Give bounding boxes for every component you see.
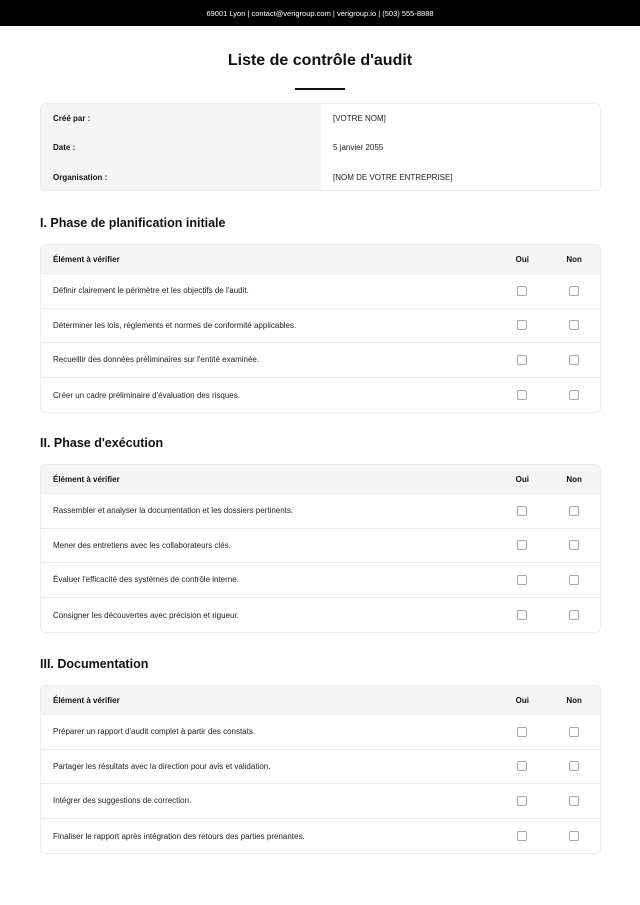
table-header xyxy=(41,245,600,274)
table-header xyxy=(41,686,600,715)
no-checkbox[interactable] xyxy=(569,286,579,296)
table-row xyxy=(41,274,600,309)
yes-checkbox[interactable] xyxy=(517,761,527,771)
value-created-by: [VOTRE NOM] xyxy=(333,114,386,124)
item-text: Mener des entretiens avec les collaborateurs clés. xyxy=(53,540,231,550)
yes-checkbox[interactable] xyxy=(517,575,527,585)
yes-checkbox[interactable] xyxy=(517,540,527,550)
contact-line: 69001 Lyon | contact@verigroup.com | verigroup.io | (503) 555-8888 xyxy=(206,8,434,18)
yes-checkbox[interactable] xyxy=(517,610,527,620)
checklist-table-documentation xyxy=(40,685,601,854)
header-item: Élément à vérifier xyxy=(53,254,120,264)
no-checkbox[interactable] xyxy=(569,540,579,550)
header-no: Non xyxy=(566,695,582,705)
header-no: Non xyxy=(566,254,582,264)
yes-checkbox[interactable] xyxy=(517,390,527,400)
header-yes: Oui xyxy=(515,695,529,705)
item-text: Recueillir des données préliminaires sur l'entité examinée. xyxy=(53,355,260,365)
no-checkbox[interactable] xyxy=(569,796,579,806)
section-title-execution: II. Phase d'exécution xyxy=(40,436,164,450)
no-checkbox[interactable] xyxy=(569,761,579,771)
item-text: Définir clairement le périmètre et les objectifs de l'audit. xyxy=(53,286,249,296)
item-text: Intégrer des suggestions de correction. xyxy=(53,796,192,806)
table-row xyxy=(41,378,600,413)
table-row xyxy=(41,343,600,378)
yes-checkbox[interactable] xyxy=(517,320,527,330)
item-text: Préparer un rapport d'audit complet à partir des constats. xyxy=(53,727,256,737)
checklist-table-execution xyxy=(40,464,601,633)
label-created-by: Créé par : xyxy=(53,114,91,124)
table-row xyxy=(41,529,600,564)
info-card xyxy=(40,103,601,191)
label-date: Date : xyxy=(53,143,76,153)
header-yes: Oui xyxy=(515,474,529,484)
table-row xyxy=(41,819,600,854)
no-checkbox[interactable] xyxy=(569,506,579,516)
section-title-documentation: III. Documentation xyxy=(40,657,149,671)
table-row xyxy=(41,750,600,785)
no-checkbox[interactable] xyxy=(569,831,579,841)
no-checkbox[interactable] xyxy=(569,390,579,400)
table-row xyxy=(41,309,600,344)
yes-checkbox[interactable] xyxy=(517,727,527,737)
item-text: Évaluer l'efficacité des systèmes de contrôle interne. xyxy=(53,575,239,585)
item-text: Créer un cadre préliminaire d'évaluation des risques. xyxy=(53,390,240,400)
value-date: 5 janvier 2055 xyxy=(333,143,384,153)
no-checkbox[interactable] xyxy=(569,610,579,620)
table-header xyxy=(41,465,600,494)
no-checkbox[interactable] xyxy=(569,727,579,737)
value-organisation: [NOM DE VOTRE ENTREPRISE] xyxy=(333,172,453,182)
yes-checkbox[interactable] xyxy=(517,506,527,516)
table-row xyxy=(41,784,600,819)
item-text: Partager les résultats avec la direction pour avis et validation. xyxy=(53,761,271,771)
item-text: Consigner les découvertes avec précision et rigueur. xyxy=(53,610,239,620)
yes-checkbox[interactable] xyxy=(517,355,527,365)
table-row xyxy=(41,715,600,750)
page-title: Liste de contrôle d'audit xyxy=(227,52,413,69)
yes-checkbox[interactable] xyxy=(517,796,527,806)
table-row xyxy=(41,598,600,633)
checklist-table-planning xyxy=(40,244,601,413)
yes-checkbox[interactable] xyxy=(517,286,527,296)
info-labels-column xyxy=(41,104,321,190)
no-checkbox[interactable] xyxy=(569,575,579,585)
table-row xyxy=(41,494,600,529)
header-item: Élément à vérifier xyxy=(53,695,120,705)
info-values-column xyxy=(321,104,600,190)
table-row xyxy=(41,563,600,598)
header-item: Élément à vérifier xyxy=(53,474,120,484)
header-no: Non xyxy=(566,474,582,484)
header-yes: Oui xyxy=(515,254,529,264)
no-checkbox[interactable] xyxy=(569,355,579,365)
section-title-planning: I. Phase de planification initiale xyxy=(40,216,226,230)
yes-checkbox[interactable] xyxy=(517,831,527,841)
contact-header-bar xyxy=(0,0,640,26)
item-text: Rassembler et analyser la documentation et les dossiers pertinents. xyxy=(53,506,294,516)
title-underline xyxy=(295,88,345,90)
item-text: Déterminer les lois, règlements et normes de conformité applicables. xyxy=(53,320,297,330)
label-organisation: Organisation : xyxy=(53,172,108,182)
item-text: Finaliser le rapport après intégration des retours des parties prenantes. xyxy=(53,831,305,841)
no-checkbox[interactable] xyxy=(569,320,579,330)
